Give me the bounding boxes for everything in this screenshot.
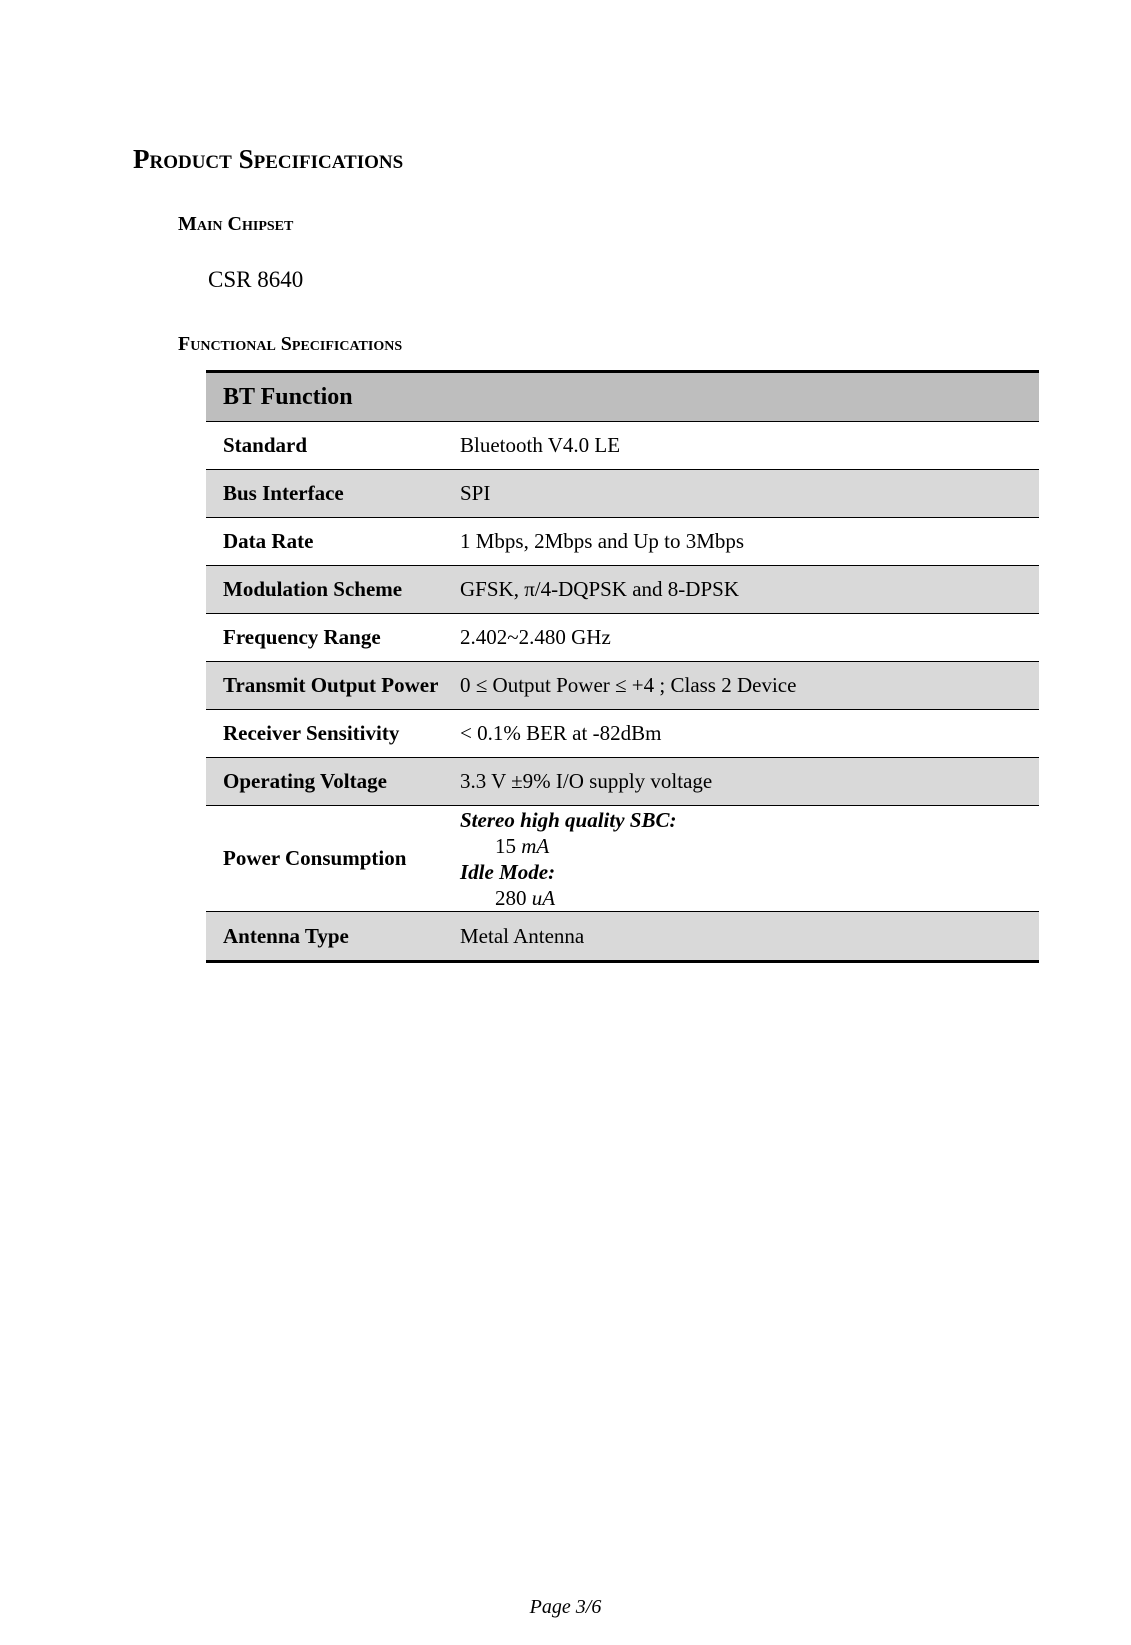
row-label: Operating Voltage <box>223 769 387 793</box>
row-value: SPI <box>460 481 491 505</box>
page-title: Product Specifications <box>133 144 404 174</box>
table-row-standard <box>206 422 1039 470</box>
row-label: Frequency Range <box>223 625 381 649</box>
stereo-sbc-value: 15 <box>495 833 516 858</box>
table-row-transmit-output-power <box>206 662 1039 710</box>
table-row-modulation-scheme <box>206 566 1039 614</box>
table-row-operating-voltage <box>206 758 1039 806</box>
power-consumption-values <box>460 807 1039 911</box>
idle-mode-value: 280 <box>495 885 527 910</box>
row-value: 3.3 V ±9% I/O supply voltage <box>460 769 713 793</box>
row-value: 0 ≤ Output Power ≤ +4 ; Class 2 Device <box>460 673 797 697</box>
row-value: 2.402~2.480 GHz <box>460 625 611 649</box>
row-label: Bus Interface <box>223 481 344 505</box>
spec-table <box>206 370 1039 963</box>
page-number: Page 3/6 <box>529 1596 602 1618</box>
idle-mode-value-line <box>460 885 1039 911</box>
main-chipset-heading: Main Chipset <box>178 213 294 235</box>
table-row-power-consumption <box>206 806 1039 912</box>
row-value: GFSK, π/4-DQPSK and 8-DPSK <box>460 577 739 601</box>
table-row-bus-interface <box>206 470 1039 518</box>
row-label: Data Rate <box>223 529 314 553</box>
table-row-antenna-type <box>206 912 1039 960</box>
row-value: < 0.1% BER at -82dBm <box>460 721 662 745</box>
main-chipset-value: CSR 8640 <box>208 267 304 292</box>
row-label: Standard <box>223 433 308 457</box>
row-label: Modulation Scheme <box>223 577 403 601</box>
table-row-frequency-range <box>206 614 1039 662</box>
table-row-receiver-sensitivity <box>206 710 1039 758</box>
stereo-sbc-value-line <box>460 833 1039 859</box>
row-label: Antenna Type <box>223 923 349 948</box>
table-row-data-rate <box>206 518 1039 566</box>
stereo-sbc-heading: Stereo high quality SBC: <box>460 807 677 832</box>
row-value: 1 Mbps, 2Mbps and Up to 3Mbps <box>460 529 745 553</box>
row-label: Power Consumption <box>223 846 407 870</box>
row-label: Receiver Sensitivity <box>223 721 400 745</box>
idle-mode-heading: Idle Mode: <box>460 859 556 884</box>
row-value: Bluetooth V4.0 LE <box>460 433 621 457</box>
row-value: Metal Antenna <box>460 923 585 948</box>
stereo-sbc-unit: mA <box>521 833 550 858</box>
row-label: Transmit Output Power <box>223 673 439 697</box>
idle-mode-unit: uA <box>531 885 556 910</box>
functional-specifications-heading: Functional Specifications <box>178 333 403 355</box>
table-header: BT Function <box>206 373 1039 422</box>
